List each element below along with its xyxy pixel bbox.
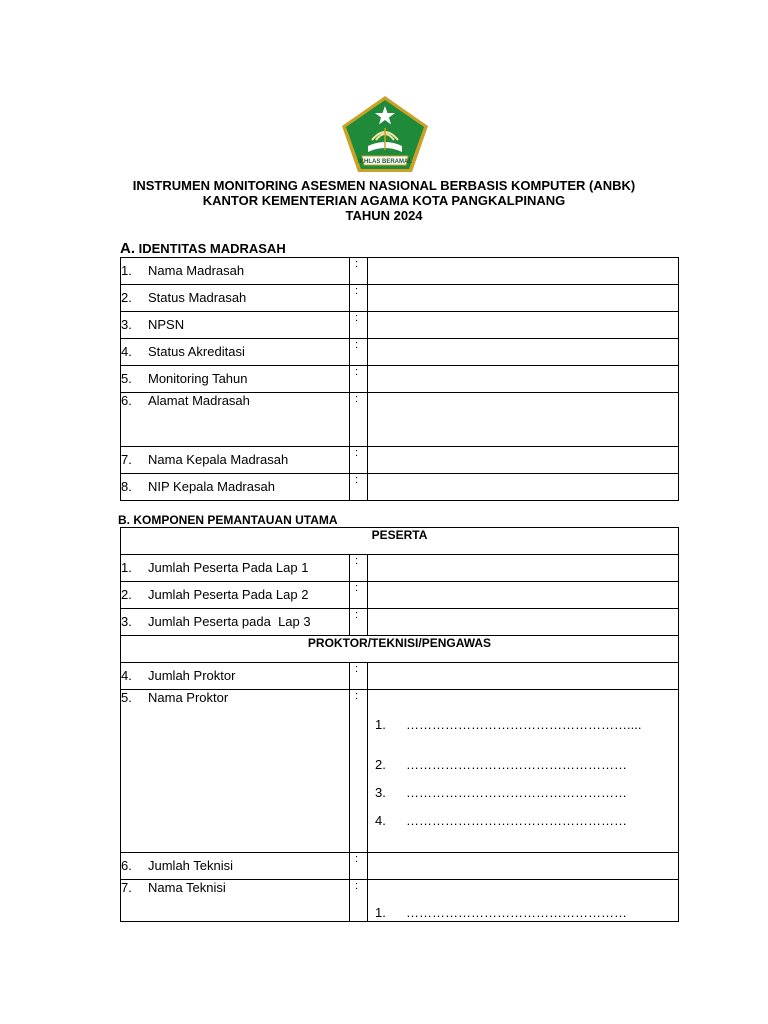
table-row xyxy=(121,582,679,609)
field-value-status-madrasah[interactable] xyxy=(368,285,679,312)
colon-separator: : xyxy=(355,880,359,892)
field-value-npsn[interactable] xyxy=(368,312,679,339)
list-item xyxy=(375,905,627,920)
row-number: 6. xyxy=(121,858,132,873)
colon-separator: : xyxy=(355,312,359,324)
colon-separator: : xyxy=(355,609,359,621)
dotted-line: …………………………………………… xyxy=(406,785,627,800)
field-value-nip-kepala[interactable] xyxy=(368,474,679,501)
section-b-title xyxy=(118,513,338,527)
table-row xyxy=(121,555,679,582)
kemenag-emblem-icon xyxy=(340,94,430,174)
table-row xyxy=(121,880,679,922)
row-number: 3. xyxy=(121,317,132,332)
field-value-jumlah-proktor[interactable] xyxy=(368,663,679,690)
komponen-table xyxy=(120,527,679,922)
section-a-label: IDENTITAS MADRASAH xyxy=(138,241,286,256)
field-label-status-madrasah: Status Madrasah xyxy=(148,290,247,305)
field-value-nama-kepala[interactable] xyxy=(368,447,679,474)
row-number: 1. xyxy=(121,263,132,278)
field-label-npsn: NPSN xyxy=(148,317,185,332)
table-row xyxy=(121,393,679,447)
table-row xyxy=(121,474,679,501)
section-a-letter: A. xyxy=(120,240,135,257)
field-label-nip-kepala: NIP Kepala Madrasah xyxy=(148,479,275,494)
row-number: 5. xyxy=(121,690,132,705)
field-value-nama-teknisi[interactable] xyxy=(368,880,679,922)
field-label-peserta-lap-3: Jumlah Peserta pada Lap 3 xyxy=(148,614,311,629)
field-label-alamat-madrasah: Alamat Madrasah xyxy=(148,393,250,408)
dotted-line: …………………………………………… xyxy=(406,757,627,772)
table-row xyxy=(121,690,679,853)
table-row xyxy=(121,312,679,339)
dotted-line: …………………………………………… xyxy=(406,813,627,828)
colon-separator: : xyxy=(355,690,359,702)
row-number: 5. xyxy=(121,371,132,386)
document-heading xyxy=(0,178,768,223)
dotted-line: …………………………………………….... xyxy=(406,717,642,732)
table-row xyxy=(121,853,679,880)
list-number: 3. xyxy=(375,785,386,800)
list-item xyxy=(375,717,641,732)
field-label-jumlah-teknisi: Jumlah Teknisi xyxy=(148,858,234,873)
field-value-nama-proktor[interactable] xyxy=(368,690,679,853)
colon-separator: : xyxy=(355,285,359,297)
field-label-nama-teknisi: Nama Teknisi xyxy=(148,880,226,895)
list-item xyxy=(375,813,627,828)
field-value-status-akreditasi[interactable] xyxy=(368,339,679,366)
colon-separator: : xyxy=(355,853,359,865)
logo-motto: IKHLAS BERAMAL xyxy=(358,159,412,165)
section-a-title xyxy=(120,240,286,257)
field-label-peserta-lap-1: Jumlah Peserta Pada Lap 1 xyxy=(148,560,309,575)
list-item xyxy=(375,757,627,772)
field-value-peserta-lap-3[interactable] xyxy=(368,609,679,636)
colon-separator: : xyxy=(355,339,359,351)
colon-separator: : xyxy=(355,447,359,459)
table-row xyxy=(121,609,679,636)
field-label-monitoring-tahun: Monitoring Tahun xyxy=(148,371,248,386)
list-number: 1. xyxy=(375,905,386,920)
colon-separator: : xyxy=(355,258,359,270)
field-value-peserta-lap-2[interactable] xyxy=(368,582,679,609)
dotted-line: …………………………………………… xyxy=(406,905,627,920)
row-number: 3. xyxy=(121,614,132,629)
field-value-jumlah-teknisi[interactable] xyxy=(368,853,679,880)
kemenag-logo xyxy=(340,94,430,174)
list-number: 4. xyxy=(375,813,386,828)
colon-separator: : xyxy=(355,663,359,675)
table-row xyxy=(121,285,679,312)
list-number: 2. xyxy=(375,757,386,772)
identitas-table xyxy=(120,257,679,501)
row-number: 7. xyxy=(121,880,132,895)
list-item xyxy=(375,785,627,800)
row-number: 6. xyxy=(121,393,132,408)
table-row xyxy=(121,528,679,555)
colon-separator: : xyxy=(355,393,359,405)
heading-line-3: TAHUN 2024 xyxy=(345,208,423,223)
row-number: 4. xyxy=(121,344,132,359)
table-row xyxy=(121,258,679,285)
row-number: 8. xyxy=(121,479,132,494)
table-row xyxy=(121,636,679,663)
field-value-peserta-lap-1[interactable] xyxy=(368,555,679,582)
table-row xyxy=(121,339,679,366)
field-label-nama-madrasah: Nama Madrasah xyxy=(148,263,245,278)
heading-line-1: INSTRUMEN MONITORING ASESMEN NASIONAL BERBASIS KOMPUTER (ANBK) xyxy=(132,178,636,193)
colon-separator: : xyxy=(355,366,359,378)
field-label-status-akreditasi: Status Akreditasi xyxy=(148,344,245,359)
row-number: 2. xyxy=(121,587,132,602)
proktor-heading: PROKTOR/TEKNISI/PENGAWAS xyxy=(121,636,679,663)
section-b-letter: B. xyxy=(118,513,130,527)
table-row xyxy=(121,366,679,393)
colon-separator: : xyxy=(355,474,359,486)
section-b-label: KOMPONEN PEMANTAUAN UTAMA xyxy=(133,513,338,527)
field-label-nama-kepala: Nama Kepala Madrasah xyxy=(148,452,289,467)
field-value-monitoring-tahun[interactable] xyxy=(368,366,679,393)
colon-separator: : xyxy=(355,555,359,567)
field-label-peserta-lap-2: Jumlah Peserta Pada Lap 2 xyxy=(148,587,309,602)
peserta-heading: PESERTA xyxy=(121,528,679,555)
row-number: 4. xyxy=(121,668,132,683)
row-number: 7. xyxy=(121,452,132,467)
field-value-nama-madrasah[interactable] xyxy=(368,258,679,285)
colon-separator: : xyxy=(355,582,359,594)
table-row xyxy=(121,663,679,690)
field-value-alamat-madrasah[interactable] xyxy=(368,393,679,447)
heading-line-2: KANTOR KEMENTERIAN AGAMA KOTA PANGKALPINANG xyxy=(202,193,566,208)
field-label-nama-proktor: Nama Proktor xyxy=(148,690,229,705)
row-number: 1. xyxy=(121,560,132,575)
row-number: 2. xyxy=(121,290,132,305)
field-label-jumlah-proktor: Jumlah Proktor xyxy=(148,668,236,683)
list-number: 1. xyxy=(375,717,386,732)
table-row xyxy=(121,447,679,474)
